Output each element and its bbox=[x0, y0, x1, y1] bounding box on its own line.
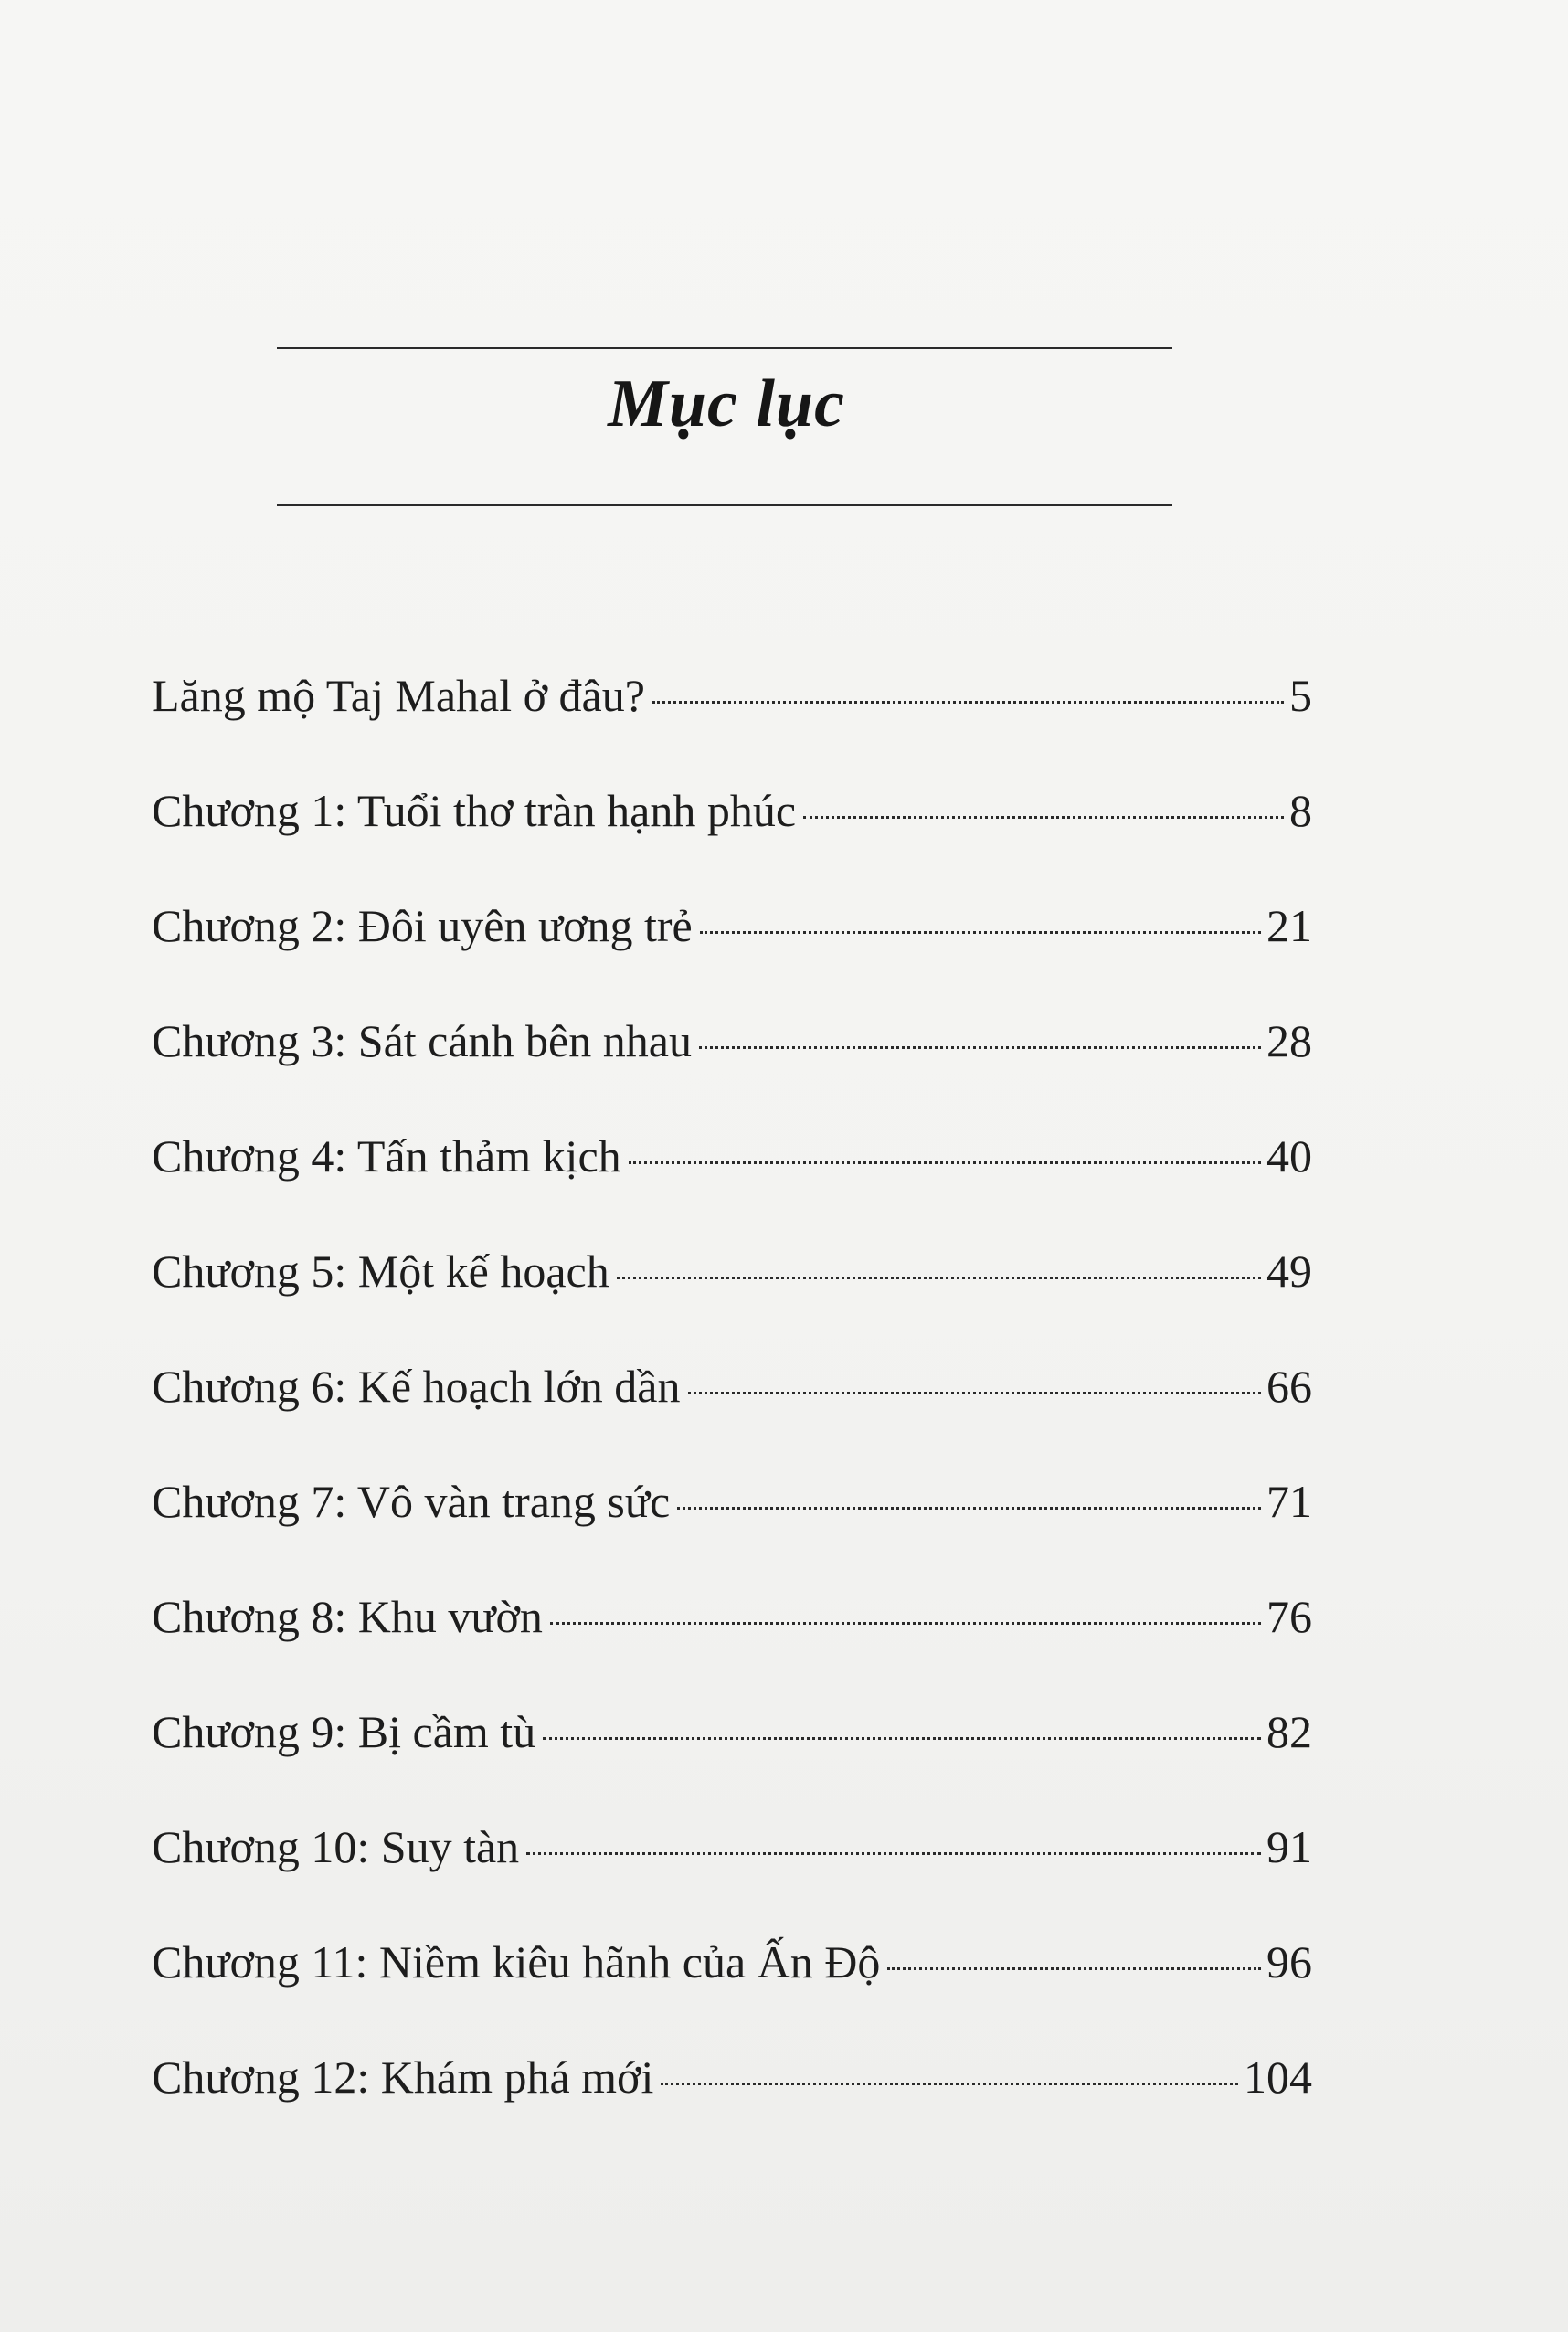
dot-leader bbox=[543, 1737, 1261, 1740]
toc-entry-label: Chương 11: Niềm kiêu hãnh của Ấn Độ bbox=[152, 1936, 881, 1988]
toc-entry-page: 71 bbox=[1266, 1476, 1312, 1527]
toc-entry bbox=[152, 1586, 1312, 1701]
dot-leader bbox=[803, 816, 1284, 819]
toc-entry bbox=[152, 1471, 1312, 1586]
toc-entry-page: 5 bbox=[1289, 670, 1312, 721]
dot-leader bbox=[700, 931, 1261, 934]
title-rule-top bbox=[277, 347, 1172, 349]
toc-entry-page: 66 bbox=[1266, 1361, 1312, 1412]
toc-entry-page: 96 bbox=[1266, 1936, 1312, 1988]
toc-entry-label: Lăng mộ Taj Mahal ở đâu? bbox=[152, 670, 645, 721]
toc-entry-label: Chương 3: Sát cánh bên nhau bbox=[152, 1015, 692, 1066]
toc-entry bbox=[152, 1701, 1312, 1817]
dot-leader bbox=[550, 1622, 1261, 1625]
title-rule-bottom bbox=[277, 504, 1172, 506]
toc-entry-label: Chương 10: Suy tàn bbox=[152, 1821, 520, 1872]
dot-leader bbox=[677, 1507, 1261, 1510]
toc-entry-page: 76 bbox=[1266, 1591, 1312, 1642]
toc-entry bbox=[152, 1356, 1312, 1471]
toc-entry-label: Chương 7: Vô vàn trang sức bbox=[152, 1476, 671, 1527]
toc-entry-label: Chương 4: Tấn thảm kịch bbox=[152, 1130, 621, 1182]
toc-entry bbox=[152, 2047, 1312, 2162]
page-title: Mục lục bbox=[608, 366, 845, 441]
toc-entry-label: Chương 1: Tuổi thơ tràn hạnh phúc bbox=[152, 785, 797, 836]
toc-entry bbox=[152, 1817, 1312, 1932]
dot-leader bbox=[526, 1852, 1261, 1855]
toc-entry-label: Chương 5: Một kế hoạch bbox=[152, 1246, 609, 1297]
toc-entry bbox=[152, 1126, 1312, 1241]
toc-entry-page: 82 bbox=[1266, 1706, 1312, 1757]
toc-entry-page: 28 bbox=[1266, 1015, 1312, 1066]
dot-leader bbox=[652, 701, 1284, 704]
toc-entry-page: 104 bbox=[1244, 2051, 1312, 2103]
dot-leader bbox=[688, 1392, 1262, 1394]
dot-leader bbox=[661, 2083, 1238, 2085]
toc-entry-label: Chương 12: Khám phá mới bbox=[152, 2051, 654, 2103]
toc-entry bbox=[152, 780, 1312, 896]
toc-entry bbox=[152, 896, 1312, 1011]
toc-entry-page: 40 bbox=[1266, 1130, 1312, 1182]
toc-entry-page: 21 bbox=[1266, 900, 1312, 951]
table-of-contents bbox=[152, 665, 1312, 2162]
dot-leader bbox=[887, 1967, 1261, 1970]
toc-entry-label: Chương 9: Bị cầm tù bbox=[152, 1706, 536, 1757]
toc-entry-page: 8 bbox=[1289, 785, 1312, 836]
dot-leader bbox=[699, 1046, 1261, 1049]
toc-entry-label: Chương 6: Kế hoạch lớn dần bbox=[152, 1361, 681, 1412]
toc-entry-page: 91 bbox=[1266, 1821, 1312, 1872]
dot-leader bbox=[629, 1161, 1261, 1164]
toc-entry-page: 49 bbox=[1266, 1246, 1312, 1297]
toc-entry-label: Chương 8: Khu vườn bbox=[152, 1591, 543, 1642]
toc-entry-label: Chương 2: Đôi uyên ương trẻ bbox=[152, 900, 693, 951]
dot-leader bbox=[617, 1277, 1261, 1279]
toc-entry bbox=[152, 1011, 1312, 1126]
toc-entry bbox=[152, 1932, 1312, 2047]
toc-entry bbox=[152, 665, 1312, 780]
toc-entry bbox=[152, 1241, 1312, 1356]
